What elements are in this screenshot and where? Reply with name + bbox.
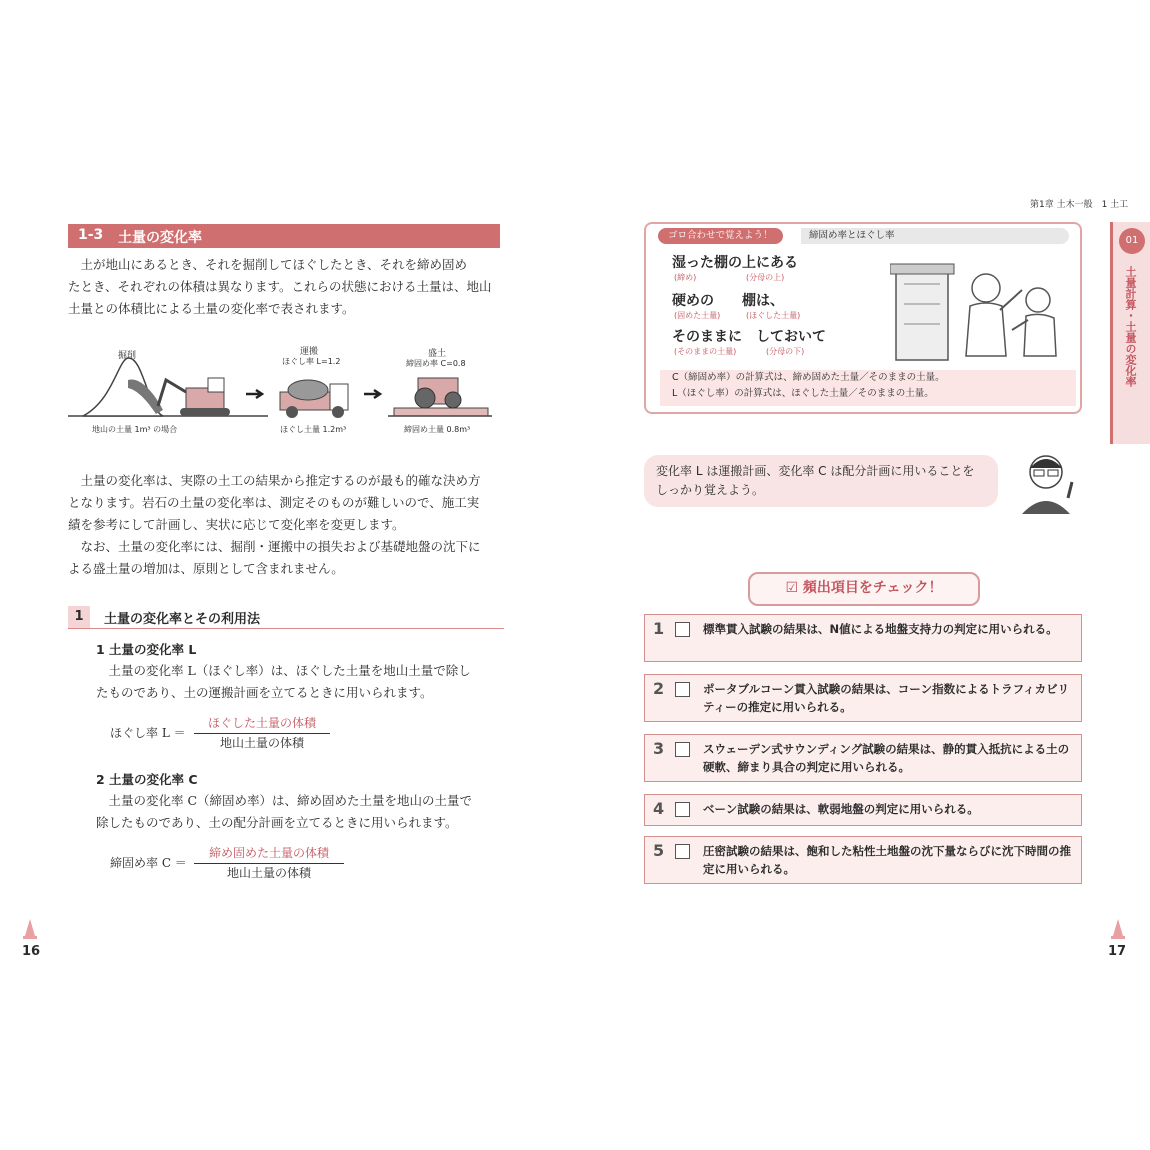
heading-ratio-l: 1 土量の変化率 L — [96, 642, 197, 657]
intro-paragraph — [68, 254, 504, 320]
excavator-cab — [208, 378, 224, 392]
text-line: 土量の変化率 C（締固め率）は、締め固めた土量を地山の土量で — [108, 793, 473, 808]
body-paragraph — [68, 470, 504, 580]
mnemonic-note: (ほぐした土量) — [746, 311, 801, 320]
truck-wheel — [286, 406, 298, 418]
mnemonic-box — [644, 222, 1082, 414]
text-line: たものであり、土の運搬計画を立てるときに用いられます。 — [96, 685, 433, 700]
paragraph-ratio-c — [96, 790, 508, 834]
advice-bubble — [644, 455, 998, 507]
subsection-header — [68, 606, 504, 629]
person-body — [966, 303, 1006, 356]
item-text: ポータブルコーン貫入試験の結果は、コーン指数によるトラフィカビリティーの推定に用いられる。 — [703, 682, 1070, 714]
roller-drum — [415, 388, 435, 408]
page-number-left: 16 — [22, 944, 41, 959]
caption-fill: 締固め土量 0.8m³ — [404, 425, 471, 434]
truck-wheel — [332, 406, 344, 418]
label-transport: 運搬 — [300, 347, 319, 357]
paragraph-ratio-l — [96, 660, 508, 704]
subsection-number: 1 — [68, 606, 90, 628]
text-line: 土が地山にあるとき、それを掘削してほぐしたとき、それを締め固め — [80, 257, 468, 272]
formula-numerator: ほぐした土量の体積 — [194, 714, 330, 734]
item-number: 2 — [653, 679, 665, 698]
mnemonic-note: (分母の下) — [766, 347, 805, 356]
formula-lhs: ほぐし率 L ＝ — [110, 726, 186, 740]
person-head — [972, 274, 1000, 302]
item-text: ベーン試験の結果は、軟弱地盤の判定に用いられる。 — [703, 802, 979, 816]
text-line: よる盛土量の増加は、原則として含まれません。 — [68, 561, 344, 576]
text-line: 土量との体積比による土量の変化率で表されます。 — [68, 301, 355, 316]
text-line: 土量の変化率 L（ほぐし率）は、ほぐした土量を地山土量で除し — [108, 663, 471, 678]
check-item[interactable] — [644, 734, 1082, 782]
label-fill: 盛土 — [428, 349, 447, 359]
checkbox[interactable] — [675, 844, 690, 859]
text-line: 除したものであり、土の配分計画を立てるときに用いられます。 — [96, 815, 458, 830]
item-number: 3 — [653, 739, 665, 758]
text-line: 変化率 L は運搬計画、変化率 C は配分計画に用いることを — [656, 464, 975, 478]
arrow-icon — [246, 390, 262, 398]
arrow-icon — [364, 390, 380, 398]
page-number-right: 17 — [1108, 944, 1127, 959]
section-header — [68, 224, 500, 248]
item-text: スウェーデン式サウンディング試験の結果は、静的貫入抵抗による土の硬軟、締まり具合の判定に用いられる。 — [703, 742, 1070, 774]
traffic-cone-icon — [22, 918, 38, 940]
mnemonic-note: (そのままの土量) — [674, 347, 737, 356]
traffic-cone-icon — [1110, 918, 1126, 940]
person-head — [1026, 288, 1050, 312]
formula-compaction — [110, 844, 350, 884]
check-item[interactable] — [644, 614, 1082, 662]
label-dig: 掘削 — [118, 351, 137, 361]
text-line: となります。岩石の土量の変化率は、測定そのものが難しいので、施工実 — [68, 495, 480, 510]
mnemonic-note: (締め) — [674, 273, 697, 282]
chapter-side-tab — [1110, 222, 1150, 444]
section-title: 土量の変化率 — [118, 230, 202, 246]
roller-wheel — [445, 392, 461, 408]
subsection-title: 土量の変化率とその利用法 — [104, 612, 261, 627]
formula-loosening — [110, 714, 350, 754]
person-body — [1024, 314, 1056, 356]
mnemonic-note: (分母の上) — [746, 273, 785, 282]
caption-dig: 地山の土量 1m³ の場合 — [92, 425, 178, 434]
lesson-number-badge: 01 — [1119, 228, 1145, 254]
label-fill-sub: 締固め率 C=0.8 — [406, 359, 466, 368]
mnemonic-line: 硬めの 棚は、 — [672, 293, 784, 309]
formula-denominator: 地山土量の体積 — [226, 866, 311, 880]
illustration-cabinet-people — [890, 260, 1070, 364]
truck-load — [288, 380, 328, 400]
excavator-arm — [158, 380, 186, 406]
formula-summary — [660, 370, 1076, 406]
check-item[interactable] — [644, 836, 1082, 884]
formula-denominator: 地山土量の体積 — [219, 736, 304, 750]
excavator-track — [180, 408, 230, 416]
label-transport-sub: ほぐし率 L=1.2 — [282, 357, 341, 366]
caption-transport: ほぐし土量 1.2m³ — [280, 425, 347, 434]
soil-mound — [83, 358, 163, 416]
section-number: 1-3 — [78, 227, 104, 243]
mnemonic-line: そのままに しておいて — [672, 329, 826, 345]
mnemonic-line: 湿った棚の上にある — [672, 255, 798, 271]
side-tab-title: 土量計算・土量の変化率 — [1124, 266, 1137, 387]
mnemonic-title: 締固め率とほぐし率 — [801, 228, 1069, 244]
checkmark-icon: ☑ — [785, 580, 803, 596]
fill-layer — [394, 408, 488, 416]
item-number: 5 — [653, 841, 665, 860]
item-text: 圧密試験の結果は、飽和した粘性土地盤の沈下量ならびに沈下時間の推定に用いられる。 — [703, 844, 1071, 876]
checkbox[interactable] — [675, 622, 690, 637]
checkbox[interactable] — [675, 802, 690, 817]
item-number: 1 — [653, 619, 665, 638]
heading-ratio-c: 2 土量の変化率 C — [96, 772, 198, 787]
teacher-avatar-icon — [1012, 448, 1082, 514]
formula-lhs: 締固め率 C ＝ — [110, 856, 187, 870]
text-line: しっかり覚えよう。 — [656, 483, 765, 497]
check-section-title: ☑ 頻出項目をチェック！ — [748, 572, 980, 606]
text-line: 土量の変化率は、実際の土工の結果から推定するのが最も的確な決め方 — [80, 473, 481, 488]
item-number: 4 — [653, 799, 665, 818]
check-item[interactable] — [644, 674, 1082, 722]
text-line: なお、土量の変化率には、掘削・運搬中の損失および基礎地盤の沈下に — [80, 539, 481, 554]
mnemonic-tag: ゴロ合わせで覚えよう！ — [658, 228, 783, 244]
checkbox[interactable] — [675, 742, 690, 757]
item-text: 標準貫入試験の結果は、N値による地盤支持力の判定に用いられる。 — [703, 622, 1058, 636]
formula-numerator: 締め固めた土量の体積 — [194, 844, 344, 864]
text-line: たとき、それぞれの体積は異なります。これらの状態における土量は、地山 — [68, 279, 492, 294]
check-item[interactable] — [644, 794, 1082, 826]
text-line: 績を参考にして計画し、実状に応じて変化率を変更します。 — [68, 517, 405, 532]
formula-c-text: C（締固め率）の計算式は、締め固めた土量／そのままの土量。 — [672, 372, 945, 383]
formula-l-text: L（ほぐし率）の計算式は、ほぐした土量／そのままの土量。 — [672, 388, 934, 399]
mnemonic-note: (固めた土量) — [674, 311, 721, 320]
checkbox[interactable] — [675, 682, 690, 697]
running-header: 第1章 土木一般 1 土工 — [1030, 200, 1129, 210]
